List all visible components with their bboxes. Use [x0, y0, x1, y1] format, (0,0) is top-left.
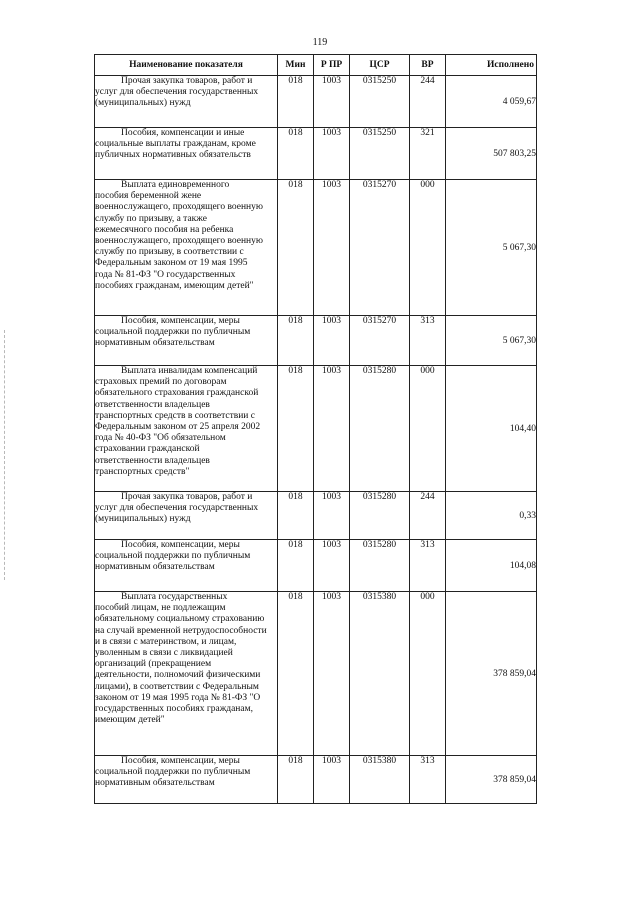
row-name-line: пособиях гражданам, имеющим детей" — [95, 280, 254, 291]
table-row — [95, 540, 537, 592]
row-rpr-cell: 1003 — [314, 540, 350, 592]
row-rpr-cell: 1003 — [314, 128, 350, 180]
row-name-line: пособия беременной жене — [95, 191, 202, 202]
row-rpr-cell: 1003 — [314, 756, 350, 804]
row-name-line: законом от 19 мая 1995 года № 81-ФЗ "О — [95, 692, 261, 703]
row-rpr-cell: 1003 — [314, 366, 350, 492]
row-name-line: Выплата государственных — [121, 592, 228, 602]
row-rpr-cell: 1003 — [314, 76, 350, 128]
row-name-line: Выплата инвалидам компенсаций — [121, 366, 258, 376]
row-csr-cell: 0315380 — [350, 756, 410, 804]
row-name-line: нормативным обязательствам — [95, 778, 215, 789]
row-min-cell: 018 — [278, 540, 314, 592]
row-name-line: пособий лицам, не подлежащим — [95, 603, 226, 614]
row-name-line: Прочая закупка товаров, работ и — [121, 492, 253, 502]
row-vr-cell: 244 — [410, 492, 446, 540]
row-name-line: Пособия, компенсации и иные — [121, 128, 245, 138]
row-name-line: уволенным в связи с ликвидацией — [95, 648, 233, 659]
row-name-line: транспортных средств в соответствии с — [95, 410, 255, 421]
header-amount: Исполнено — [446, 55, 537, 76]
row-name-cell — [95, 366, 278, 492]
row-vr-cell: 313 — [410, 756, 446, 804]
table-row — [95, 180, 537, 316]
row-name-line: (муниципальных) нужд — [95, 98, 191, 109]
table-row — [95, 76, 537, 128]
row-vr-cell: 321 — [410, 128, 446, 180]
row-name-line: Пособия, компенсации, меры — [121, 316, 240, 326]
row-min-cell: 018 — [278, 756, 314, 804]
row-name-line: ответственности владельцев — [95, 399, 210, 410]
row-min-cell: 018 — [278, 76, 314, 128]
row-amount-cell: 5 067,30 — [446, 316, 537, 366]
budget-execution-table — [94, 54, 537, 804]
row-name-line: услуг для обеспечения государственных — [95, 503, 259, 514]
row-csr-cell: 0315380 — [350, 592, 410, 756]
row-name-line: Пособия, компенсации, меры — [121, 756, 240, 766]
row-name-line: услуг для обеспечения государственных — [95, 87, 259, 98]
row-rpr-cell: 1003 — [314, 492, 350, 540]
row-csr-cell: 0315280 — [350, 366, 410, 492]
row-vr-cell: 000 — [410, 366, 446, 492]
row-name-line: Федеральным законом от 25 апреля 2002 — [95, 422, 261, 433]
row-name-line: на случай временной нетрудоспособности — [95, 625, 267, 636]
row-name-line: страховых премий по договорам — [95, 377, 227, 388]
row-name-line: социальной поддержки по публичным — [95, 551, 251, 562]
row-name-cell — [95, 128, 278, 180]
row-amount-cell: 378 859,04 — [446, 756, 537, 804]
header-csr: ЦСР — [350, 55, 410, 76]
row-csr-cell: 0315270 — [350, 180, 410, 316]
row-rpr-cell: 1003 — [314, 592, 350, 756]
table-row — [95, 128, 537, 180]
row-name-line: обязательному социальному страхованию — [95, 614, 265, 625]
row-amount-cell: 0,33 — [446, 492, 537, 540]
row-rpr-cell: 1003 — [314, 180, 350, 316]
row-name-line: нормативным обязательствам — [95, 562, 215, 573]
row-name-line: организаций (прекращением — [95, 659, 212, 670]
row-csr-cell: 0315250 — [350, 76, 410, 128]
row-name-line: социальные выплаты гражданам, кроме — [95, 139, 256, 150]
table-row — [95, 756, 537, 804]
table-row — [95, 492, 537, 540]
row-name-line: военнослужащего, проходящего военную — [95, 202, 263, 213]
scan-margin-line — [4, 330, 5, 580]
row-vr-cell: 000 — [410, 592, 446, 756]
row-name-line: ежемесячного пособия на ребенка — [95, 224, 234, 235]
row-vr-cell: 313 — [410, 540, 446, 592]
row-name-line: имеющим детей" — [95, 715, 165, 726]
row-name-cell — [95, 492, 278, 540]
row-name-line: обязательного страхования гражданской — [95, 388, 259, 399]
row-name-line: года № 40-ФЗ "Об обязательном — [95, 433, 226, 444]
row-name-cell — [95, 540, 278, 592]
row-name-line: и в связи с материнством, и лицам, — [95, 636, 237, 647]
row-name-line: лицами), в соответствии с Федеральным — [95, 681, 259, 692]
table-header-row — [95, 55, 537, 76]
table-row — [95, 592, 537, 756]
table-row — [95, 316, 537, 366]
row-name-line: государственных пособиях гражданам, — [95, 704, 253, 715]
row-amount-cell: 507 803,25 — [446, 128, 537, 180]
row-name-line: нормативным обязательствам — [95, 338, 215, 349]
row-name-cell — [95, 592, 278, 756]
row-min-cell: 018 — [278, 366, 314, 492]
row-min-cell: 018 — [278, 180, 314, 316]
row-name-cell — [95, 756, 278, 804]
row-name-line: Выплата единовременного — [121, 180, 230, 190]
row-vr-cell: 313 — [410, 316, 446, 366]
row-name-line: (муниципальных) нужд — [95, 514, 191, 525]
table-row — [95, 366, 537, 492]
row-csr-cell: 0315270 — [350, 316, 410, 366]
row-name-line: военнослужащего, проходящего военную — [95, 236, 263, 247]
row-name-line: социальной поддержки по публичным — [95, 767, 251, 778]
row-name-line: Федеральным законом от 19 мая 1995 — [95, 258, 248, 269]
row-rpr-cell: 1003 — [314, 316, 350, 366]
row-min-cell: 018 — [278, 316, 314, 366]
header-name: Наименование показателя — [95, 55, 278, 76]
row-name-line: ответственности владельцев — [95, 455, 210, 466]
row-name-line: страховании гражданской — [95, 444, 200, 455]
row-vr-cell: 244 — [410, 76, 446, 128]
row-name-line: службу по призыву, в соответствии с — [95, 247, 244, 258]
row-name-line: Прочая закупка товаров, работ и — [121, 76, 253, 86]
row-csr-cell: 0315280 — [350, 540, 410, 592]
row-amount-cell: 104,40 — [446, 366, 537, 492]
table-body — [95, 76, 537, 804]
row-csr-cell: 0315280 — [350, 492, 410, 540]
row-name-line: Пособия, компенсации, меры — [121, 540, 240, 550]
row-name-cell — [95, 180, 278, 316]
header-vr: ВР — [410, 55, 446, 76]
row-name-line: службу по призыву, а также — [95, 213, 207, 224]
row-name-line: публичных нормативных обязательств — [95, 150, 251, 161]
row-amount-cell: 5 067,30 — [446, 180, 537, 316]
row-name-cell — [95, 316, 278, 366]
row-name-line: транспортных средств" — [95, 466, 190, 477]
row-min-cell: 018 — [278, 128, 314, 180]
row-amount-cell: 104,08 — [446, 540, 537, 592]
row-name-line: года № 81-ФЗ "О государственных — [95, 269, 236, 280]
header-rpr: Р ПР — [314, 55, 350, 76]
row-min-cell: 018 — [278, 492, 314, 540]
header-min: Мин — [278, 55, 314, 76]
page-number: 119 — [312, 37, 328, 48]
row-amount-cell: 378 859,04 — [446, 592, 537, 756]
row-csr-cell: 0315250 — [350, 128, 410, 180]
row-amount-cell: 4 059,67 — [446, 76, 537, 128]
row-name-line: социальной поддержки по публичным — [95, 327, 251, 338]
row-min-cell: 018 — [278, 592, 314, 756]
row-name-line: деятельности, полномочий физическими — [95, 670, 261, 681]
row-vr-cell: 000 — [410, 180, 446, 316]
row-name-cell — [95, 76, 278, 128]
